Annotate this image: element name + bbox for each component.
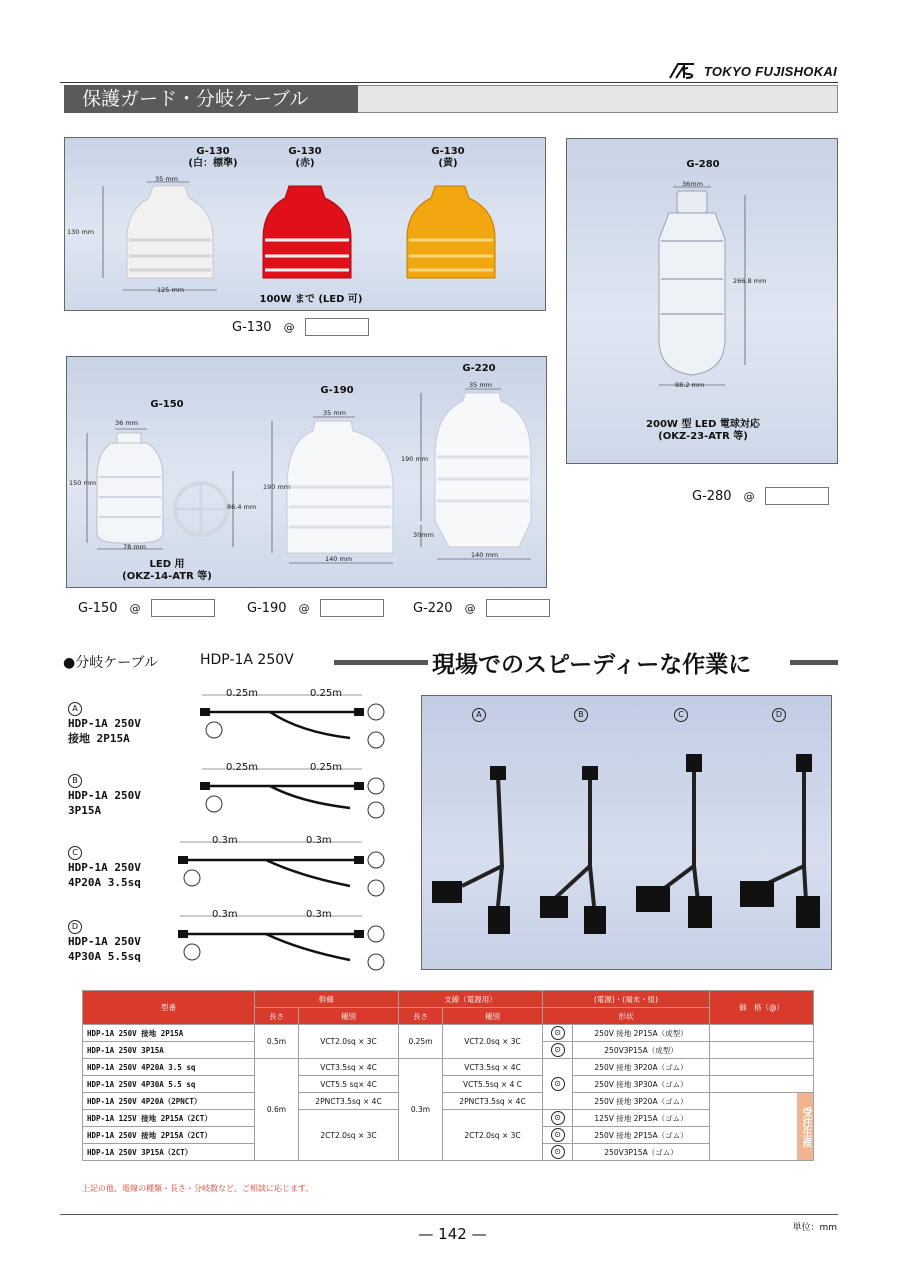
cable-variant-c [68, 840, 141, 890]
g280-price-label: G-280 [692, 488, 732, 504]
cable-diagrams [170, 684, 400, 974]
g220-dim-extra: 30mm [413, 531, 434, 539]
g190-dim-width: 140 mm [325, 555, 353, 563]
variant-a-len1: 0.25m [226, 688, 259, 699]
g150-dim-plug: 86.4 mm [227, 503, 257, 511]
g280-photo-panel [566, 138, 838, 464]
guard-clear-icon [659, 191, 725, 375]
table-row [83, 1076, 814, 1093]
table-row [83, 1110, 814, 1127]
row-price[interactable] [710, 1025, 814, 1042]
outlet-icon: ⊙ [543, 1144, 573, 1161]
g150-price-label: G-150 [78, 600, 118, 616]
row-model: HDP-1A 250V 3P15A（2CT） [83, 1144, 255, 1161]
row-branch-type: VCT5.5sq × 4 C [443, 1076, 543, 1093]
g130-red-variant: (赤) [295, 158, 315, 169]
col-branch: 支線（電源用） [399, 991, 543, 1008]
g130-caption: 100W まで (LED 可) [259, 294, 363, 305]
row-model: HDP-1A 125V 接地 2P15A（2CT） [83, 1110, 255, 1127]
g130-photo-panel [64, 137, 546, 311]
g280-price-field[interactable] [765, 487, 829, 505]
g220-price-row [413, 599, 550, 617]
variant-a-line2: 接地 2P15A [68, 732, 130, 745]
row-model: HDP-1A 250V 4P20A（2PNCT） [83, 1093, 255, 1110]
variant-b-len1: 0.25m [226, 762, 259, 773]
g280-model: G-280 [686, 159, 720, 170]
variant-d-mark: D [68, 920, 82, 934]
row-model: HDP-1A 250V 4P20A 3.5 sq [83, 1059, 255, 1076]
table-header-row [83, 991, 814, 1008]
col-trunk-length: 長さ [255, 1008, 299, 1025]
g150-caption-line1: LED 用 [149, 559, 185, 570]
g280-caption-line2: (OKZ-23-ATR 等) [658, 431, 748, 442]
row-branch-type: VCT2.0sq × 3C [443, 1025, 543, 1059]
row-trunk-length: 0.5m [255, 1025, 299, 1059]
g190-dim-height: 190 mm [263, 483, 291, 491]
row-branch-length: 0.25m [399, 1025, 443, 1059]
g130-dim-width: 125 mm [157, 286, 185, 294]
section-title: 保護ガード・分岐ケーブル [64, 85, 358, 113]
socket-icon [432, 754, 820, 934]
cable-slogan: 現場でのスピーディーな作業に [432, 651, 752, 678]
g190-price-field[interactable] [320, 599, 384, 617]
guard-g150-icon [97, 433, 227, 543]
variant-c-len1: 0.3m [212, 835, 238, 846]
row-trunk-length: 0.6m [255, 1059, 299, 1161]
slogan-right-rule [790, 660, 838, 665]
g130-yellow-model: G-130 [431, 146, 465, 157]
row-price[interactable] [710, 1042, 814, 1059]
row-branch-type: 2CT2.0sq × 3C [443, 1110, 543, 1161]
g150-price-field[interactable] [151, 599, 215, 617]
g150-caption-line2: (OKZ-14-ATR 等) [122, 571, 212, 582]
variant-b-len2: 0.25m [310, 762, 343, 773]
cable-variant-b [68, 768, 141, 818]
table-row [83, 1059, 814, 1076]
col-trunk-type: 種別 [299, 1008, 399, 1025]
row-trunk-type: VCT3.5sq × 4C [299, 1059, 399, 1076]
table-row [83, 1093, 814, 1110]
g150-dim-top: 36 mm [115, 419, 139, 427]
header-rule [60, 82, 838, 83]
cable-section-model: HDP-1A 250V [200, 652, 294, 668]
made-to-order-badge: 受注生産 [797, 1093, 813, 1160]
g220-model: G-220 [462, 363, 496, 374]
outlet-icon: ⊙ [543, 1025, 573, 1042]
cable-photo-illustration [422, 696, 833, 971]
g130-guards-illustration [65, 138, 547, 312]
col-model: 型番 [83, 991, 255, 1025]
g280-dim-width: 88.2 mm [675, 381, 705, 389]
row-shape: 250V 接地 2P15A（ゴム） [573, 1127, 710, 1144]
row-shape: 250V 接地 2P15A（成型） [573, 1025, 710, 1042]
variant-a-len2: 0.25m [310, 688, 343, 699]
col-branch-type: 種別 [443, 1008, 543, 1025]
variant-b-line2: 3P15A [68, 804, 102, 817]
row-branch-length: 0.3m [399, 1059, 443, 1161]
g190-price-row [247, 599, 384, 617]
g130-yellow-variant: (黄) [438, 158, 458, 169]
row-shape: 250V 接地 3P30A（ゴム） [573, 1076, 710, 1093]
row-trunk-type: VCT5.5 sq× 4C [299, 1076, 399, 1093]
g130-price-label: G-130 [232, 319, 272, 335]
variant-a-mark: A [68, 702, 82, 716]
made-to-order-cell [710, 1093, 814, 1161]
row-model: HDP-1A 250V 4P30A 5.5 sq [83, 1076, 255, 1093]
photo-mark-b: B [574, 708, 588, 722]
row-price[interactable] [710, 1076, 814, 1093]
g190-dim-top: 35 mm [323, 409, 347, 417]
g130-red-model: G-130 [288, 146, 322, 157]
variant-b-line1: HDP-1A 250V [68, 789, 141, 802]
row-shape: 250V 接地 3P20A（ゴム） [573, 1059, 710, 1076]
row-price[interactable] [710, 1059, 814, 1076]
cable-photo-panel [421, 695, 832, 970]
variant-a-line1: HDP-1A 250V [68, 717, 141, 730]
variant-d-len2: 0.3m [306, 909, 332, 920]
guard-g220-icon [435, 393, 531, 547]
g280-guard-illustration [567, 139, 839, 465]
col-connector: (電源)・(端末・組) [543, 991, 710, 1008]
g130-white-variant: (白：標準) [188, 158, 238, 169]
row-shape: 250V3P15A（ゴム） [573, 1144, 710, 1161]
variant-c-line1: HDP-1A 250V [68, 861, 141, 874]
row-model: HDP-1A 250V 接地 2P15A [83, 1025, 255, 1042]
spec-table [82, 990, 814, 1161]
variant-c-len2: 0.3m [306, 835, 332, 846]
outlet-icon: ⊙ [543, 1042, 573, 1059]
g280-caption [623, 419, 783, 443]
brand-name: TOKYO FUJISHOKAI [703, 63, 837, 79]
cable-variant-a [68, 696, 141, 746]
variant-c-mark: C [68, 846, 82, 860]
row-shape: 125V 接地 2P15A（ゴム） [573, 1110, 710, 1127]
g280-dim-top: 36mm [682, 180, 703, 188]
guard-white-icon [127, 186, 213, 278]
row-shape: 250V 接地 3P20A（ゴム） [573, 1093, 710, 1110]
g150-at: @ [129, 601, 141, 615]
g280-dim-height: 266.8 mm [733, 277, 767, 285]
g130-white-model: G-130 [196, 146, 230, 157]
g130-dim-top: 35 mm [155, 175, 179, 183]
g220-at: @ [464, 601, 476, 615]
g190-model: G-190 [320, 385, 354, 396]
page-number: — 142 — [418, 1225, 487, 1243]
row-model: HDP-1A 250V 3P15A [83, 1042, 255, 1059]
g130-price-row [232, 318, 369, 336]
photo-mark-c: C [674, 708, 688, 722]
row-branch-type: VCT3.5sq × 4C [443, 1059, 543, 1076]
company-logo-icon [668, 62, 698, 80]
row-trunk-type: VCT2.0sq × 3C [299, 1025, 399, 1059]
g130-at: @ [283, 320, 295, 334]
outlet-icon: ⊙ [543, 1059, 573, 1110]
brand-logo [668, 62, 837, 80]
plug-icon [178, 708, 364, 938]
g190-at: @ [298, 601, 310, 615]
guard-g190-icon [287, 421, 393, 553]
row-branch-type: 2PNCT3.5sq × 4C [443, 1093, 543, 1110]
g150-dim-height: 150 mm [69, 479, 97, 487]
g150-dim-width: 78 mm [123, 543, 147, 551]
guard-red-icon [263, 186, 351, 278]
g190-price-label: G-190 [247, 600, 287, 616]
row-model: HDP-1A 250V 接地 2P15A（2CT） [83, 1127, 255, 1144]
photo-mark-a: A [472, 708, 486, 722]
unit-note: 単位：mm [792, 1223, 837, 1233]
variant-b-mark: B [68, 774, 82, 788]
variant-d-len1: 0.3m [212, 909, 238, 920]
g220-dim-height: 190 mm [401, 455, 429, 463]
cable-section-heading: ●分岐ケーブル [63, 655, 158, 671]
col-price: 価 格（@） [710, 991, 814, 1025]
guard-yellow-icon [407, 186, 495, 278]
variant-d-line1: HDP-1A 250V [68, 935, 141, 948]
row-trunk-type: 2CT2.0sq × 3C [299, 1110, 399, 1161]
row-trunk-type: 2PNCT3.5sq × 4C [299, 1093, 399, 1110]
col-branch-length: 長さ [399, 1008, 443, 1025]
g220-price-field[interactable] [486, 599, 550, 617]
col-shape: 形状 [543, 1008, 710, 1025]
outlet-icon: ⊙ [543, 1127, 573, 1144]
col-trunk: 幹線 [255, 991, 399, 1008]
outlet-icon: ⊙ [543, 1110, 573, 1127]
footer-rule [60, 1214, 838, 1215]
g220-price-label: G-220 [413, 600, 453, 616]
row-shape: 250V3P15A（成型） [573, 1042, 710, 1059]
g150-model: G-150 [150, 399, 184, 410]
g220-dim-width: 140 mm [471, 551, 499, 559]
g150-caption [107, 559, 227, 583]
g150-price-row [78, 599, 215, 617]
g130-price-field[interactable] [305, 318, 369, 336]
g280-at: @ [743, 489, 755, 503]
cable-variant-d [68, 914, 141, 964]
table-footnote: 上記の他、電線の種類・長さ・分岐数など、ご相談に応じます。 [82, 1184, 314, 1193]
photo-mark-d: D [772, 708, 786, 722]
g130-dim-height: 130 mm [67, 228, 95, 236]
variant-d-line2: 4P30A 5.5sq [68, 950, 141, 963]
g280-price-row [692, 487, 829, 505]
variant-c-line2: 4P20A 3.5sq [68, 876, 141, 889]
g280-caption-line1: 200W 型 LED 電球対応 [646, 419, 760, 430]
g220-dim-top: 35 mm [469, 381, 493, 389]
slogan-left-rule [334, 660, 428, 665]
table-row [83, 1025, 814, 1042]
g150-190-220-photo-panel [66, 356, 547, 588]
